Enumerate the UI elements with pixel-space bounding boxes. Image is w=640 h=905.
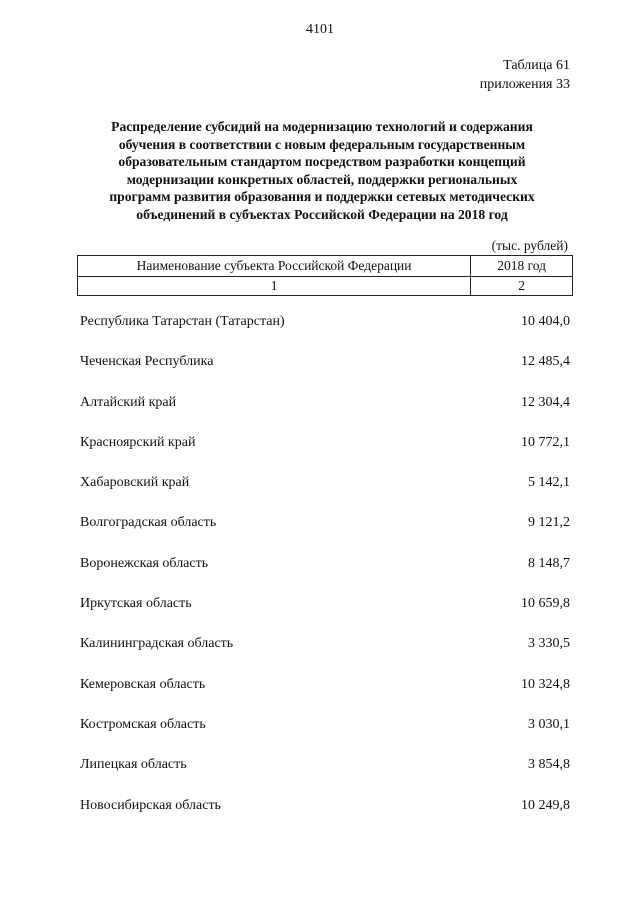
subsidy-amount: 10 659,8 — [521, 596, 570, 612]
subsidy-amount: 3 030,1 — [528, 716, 570, 732]
region-name: Алтайский край — [80, 394, 177, 410]
region-name: Калининградская область — [80, 636, 234, 652]
table-row — [80, 757, 570, 797]
subsidy-amount: 10 249,8 — [521, 797, 570, 813]
units-label: (тыс. рублей) — [491, 238, 568, 253]
title-line: обучения в соответствии с новым федеральным государственным — [118, 136, 526, 152]
title-line: объединений в субъектах Российской Федерации на 2018 год — [136, 206, 508, 222]
table-body — [80, 314, 570, 838]
region-name: Красноярский край — [80, 434, 196, 450]
region-name: Кемеровская область — [80, 676, 206, 692]
table-row — [80, 314, 570, 354]
region-name: Новосибирская область — [80, 797, 221, 813]
column-header-region: Наименование субъекта Российской Федерации — [78, 256, 471, 277]
table-row — [80, 475, 570, 515]
title-line: образовательным стандартом посредством разработки концепций — [118, 154, 526, 170]
column-header-year: 2018 год — [471, 256, 573, 277]
region-name: Воронежская область — [80, 555, 209, 571]
table-row — [80, 435, 570, 475]
subsidy-amount: 5 142,1 — [528, 475, 570, 491]
subsidy-amount: 10 404,0 — [521, 314, 570, 329]
table-row — [80, 395, 570, 435]
subsidy-amount: 3 854,8 — [528, 757, 570, 773]
table-row — [80, 556, 570, 596]
table-row — [80, 515, 570, 555]
table-number: Таблица 61 — [503, 58, 570, 73]
table-row — [80, 717, 570, 757]
region-name: Костромская область — [80, 716, 206, 732]
subsidy-amount: 10 324,8 — [521, 676, 570, 692]
subsidy-amount: 10 772,1 — [521, 434, 570, 450]
table-row — [80, 798, 570, 838]
title-line: модернизации конкретных областей, поддержки региональных — [126, 171, 518, 187]
subsidy-amount: 12 304,4 — [521, 394, 570, 410]
table-row — [80, 596, 570, 636]
subsidy-amount: 8 148,7 — [528, 555, 570, 571]
column-number-1: 1 — [78, 277, 471, 296]
region-name: Республика Татарстан (Татарстан) — [80, 314, 285, 329]
table-row — [80, 636, 570, 676]
subsidy-amount: 12 485,4 — [521, 354, 570, 370]
column-number-2: 2 — [471, 277, 573, 296]
table-header — [77, 255, 573, 296]
appendix-number: приложения 33 — [479, 77, 570, 92]
region-name: Хабаровский край — [80, 475, 190, 491]
region-name: Чеченская Республика — [80, 354, 214, 370]
table-row — [80, 677, 570, 717]
title-line: Распределение субсидий на модернизацию технологий и содержания — [111, 119, 533, 134]
region-name: Волгоградская область — [80, 515, 217, 531]
table-reference — [480, 56, 570, 94]
title-line: программ развития образования и поддержки сетевых методических — [109, 189, 535, 205]
subsidy-amount: 9 121,2 — [528, 515, 570, 531]
table-row — [80, 354, 570, 394]
page-number: 4101 — [306, 22, 334, 37]
region-name: Липецкая область — [80, 757, 187, 773]
region-name: Иркутская область — [80, 596, 192, 612]
document-title — [70, 118, 574, 224]
subsidy-amount: 3 330,5 — [528, 636, 570, 652]
